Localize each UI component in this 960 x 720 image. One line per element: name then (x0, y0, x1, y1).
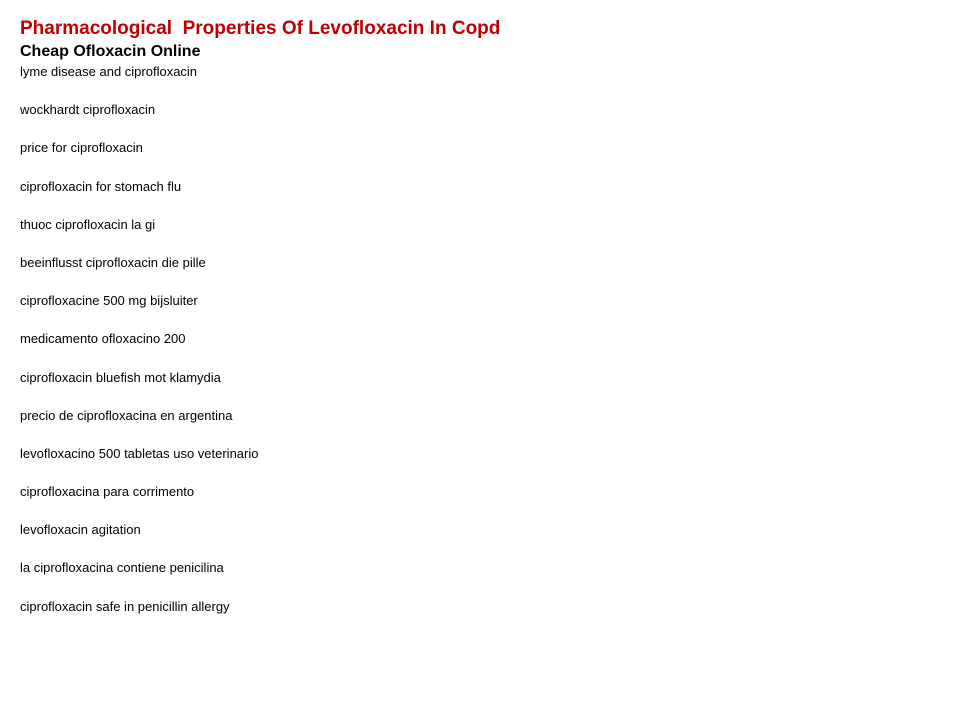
list-item: beeinflusst ciprofloxacin die pille (20, 254, 206, 270)
list-item: lyme disease and ciprofloxacin (20, 64, 198, 79)
list-item: levofloxacino 500 tabletas uso veterinario (20, 445, 259, 461)
list-item: la ciprofloxacina contiene penicilina (20, 560, 224, 576)
list-item: levofloxacin agitation (20, 522, 141, 538)
list-item: precio de ciprofloxacina en argentina (20, 407, 233, 423)
document-body (20, 16, 940, 635)
list-item: medicamento ofloxacino 200 (20, 331, 186, 347)
list-item: ciprofloxacin bluefish mot klamydia (20, 369, 221, 385)
list-item: ciprofloxacin for stomach flu (20, 178, 182, 194)
list-item: thuoc ciprofloxacin la gi (20, 216, 156, 232)
list-item: ciprofloxacina para corrimento (20, 484, 195, 500)
list-item: wockhardt ciprofloxacin (20, 102, 156, 118)
page-subtitle: Cheap Ofloxacin Online (20, 43, 201, 60)
text-list (20, 62, 940, 635)
list-item: ciprofloxacine 500 mg bijsluiter (20, 293, 198, 309)
list-item: ciprofloxacin safe in penicillin allergy (20, 598, 230, 614)
page-title: Pharmacological Properties Of Levofloxacin In Copd (20, 18, 501, 39)
list-item: price for ciprofloxacin (20, 140, 143, 156)
